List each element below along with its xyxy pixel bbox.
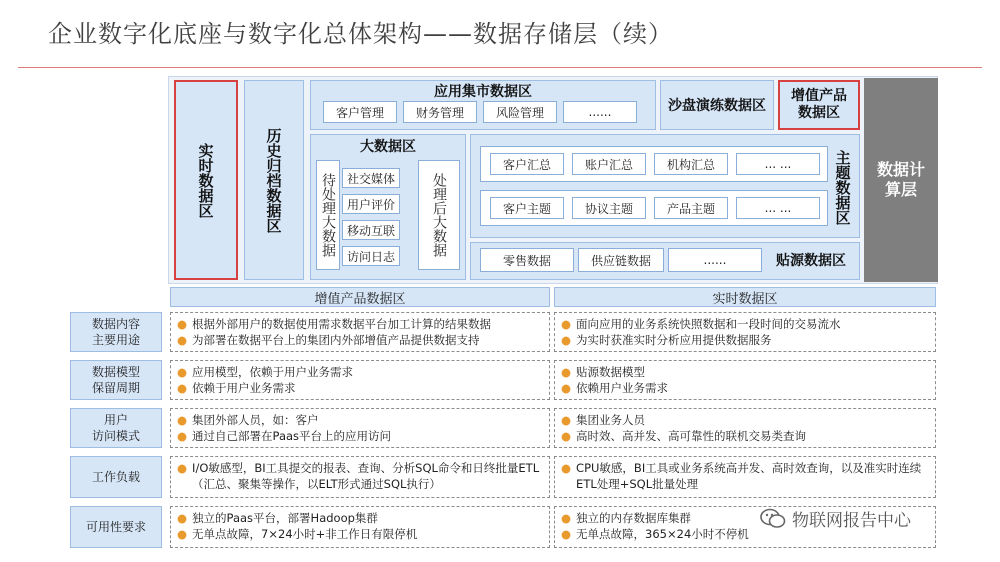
cell-text: 无单点故障，7×24小时+非工作日有限停机 bbox=[192, 527, 418, 541]
cell-text: 依赖于用户业务需求 bbox=[192, 381, 296, 395]
table-cell-right: ● 独立的内存数据库集群 ● 无单点故障，365×24小时不停机 bbox=[554, 506, 936, 548]
realtime-zone bbox=[174, 80, 238, 280]
subject-item: 机构汇总 bbox=[654, 153, 728, 175]
app-mart-title: 应用集市数据区 bbox=[434, 84, 532, 100]
history-zone bbox=[244, 80, 304, 280]
source-item: 零售数据 bbox=[480, 248, 574, 272]
cell-text: I/O敏感型，BI工具提交的报表、查询、分析SQL命令和日终批量ETL（汇总、聚集等操作，以ELT形式通过SQL执行） bbox=[192, 461, 540, 491]
app-mart-item: ...... bbox=[563, 101, 637, 123]
table-col-header-realtime: 实时数据区 bbox=[554, 287, 936, 307]
table-row-label: 数据模型 保留周期 bbox=[70, 360, 162, 400]
cell-text: 无单点故障，365×24小时不停机 bbox=[576, 527, 749, 541]
table-cell-right: ● 集团业务人员 ● 高时效、高并发、高可靠性的联机交易类查询 bbox=[554, 408, 936, 448]
app-mart-item: 客户管理 bbox=[323, 101, 397, 123]
cell-text: 集团外部人员，如：客户 bbox=[192, 413, 319, 427]
table-row-label: 工作负载 bbox=[70, 456, 162, 498]
subject-item: 协议主题 bbox=[572, 197, 646, 219]
watermark bbox=[760, 506, 911, 531]
table-row-label: 数据内容 主要用途 bbox=[70, 312, 162, 352]
cell-text: CPU敏感，BI工具或业务系统高并发、高时效查询，以及准实时连续ETL处理+SQL批量处理 bbox=[576, 461, 922, 491]
table-col-header-value-added: 增值产品数据区 bbox=[170, 287, 550, 307]
cell-text: 为实时获准实时分析应用提供数据服务 bbox=[576, 333, 772, 347]
realtime-zone-label: 实时数据区 bbox=[196, 142, 215, 218]
big-data-item: 访问日志 bbox=[342, 246, 400, 266]
title-divider bbox=[18, 67, 982, 68]
table-row-label: 可用性要求 bbox=[70, 506, 162, 548]
sandbox-zone: 沙盘演练数据区 bbox=[660, 80, 774, 130]
table-cell-right: ● CPU敏感，BI工具或业务系统高并发、高时效查询，以及准实时连续ETL处理+SQL批量处理 bbox=[554, 456, 936, 498]
subject-item: 客户汇总 bbox=[490, 153, 564, 175]
big-data-processed bbox=[418, 160, 460, 270]
subject-item: 账户汇总 bbox=[572, 153, 646, 175]
big-data-item: 社交媒体 bbox=[342, 168, 400, 188]
big-data-title: 大数据区 bbox=[360, 139, 416, 155]
history-zone-label: 历史归档数据区 bbox=[264, 127, 283, 233]
table-cell-right: ● 面向应用的业务系统快照数据和一段时间的交易流水 ● 为实时获准实时分析应用提供数据服务 bbox=[554, 312, 936, 352]
cell-text: 独立的内存数据库集群 bbox=[576, 511, 692, 525]
app-mart-item: 财务管理 bbox=[403, 101, 477, 123]
wechat-icon bbox=[760, 508, 786, 530]
big-data-pending-label: 待处理大数据 bbox=[320, 173, 336, 257]
big-data-item: 移动互联 bbox=[342, 220, 400, 240]
table-row-label: 用户 访问模式 bbox=[70, 408, 162, 448]
cell-text: 独立的Paas平台，部署Hadoop集群 bbox=[192, 511, 378, 525]
cell-text: 应用模型，依赖于用户业务需求 bbox=[192, 365, 354, 379]
app-mart-zone bbox=[310, 80, 656, 130]
table-cell-left: ● 集团外部人员，如：客户 ● 通过自己部署在Paas平台上的应用访问 bbox=[170, 408, 550, 448]
table-cell-left: ● 独立的Paas平台，部署Hadoop集群 ● 无单点故障，7×24小时+非工作日有限停机 bbox=[170, 506, 550, 548]
source-item: ...... bbox=[668, 248, 762, 272]
watermark-text: 物联网报告中心 bbox=[792, 511, 911, 531]
value-added-zone: 增值产品数据区 bbox=[778, 80, 860, 130]
subject-item: 客户主题 bbox=[490, 197, 564, 219]
big-data-item: 用户评价 bbox=[342, 194, 400, 214]
cell-text: 通过自己部署在Paas平台上的应用访问 bbox=[192, 429, 392, 443]
cell-text: 集团业务人员 bbox=[576, 413, 646, 427]
cell-text: 依赖用户业务需求 bbox=[576, 381, 669, 395]
compute-layer-label: 数据计算层 bbox=[876, 160, 925, 199]
page-title: 企业数字化底座与数字化总体架构——数据存储层（续） bbox=[48, 20, 673, 48]
cell-text: 贴源数据模型 bbox=[576, 365, 646, 379]
compute-layer bbox=[864, 78, 938, 282]
subject-item: 产品主题 bbox=[654, 197, 728, 219]
source-zone-label: 贴源数据区 bbox=[776, 253, 846, 269]
table-cell-left: ● 应用模型，依赖于用户业务需求 ● 依赖于用户业务需求 bbox=[170, 360, 550, 400]
subject-item: ... ... bbox=[736, 153, 820, 175]
app-mart-item: 风险管理 bbox=[483, 101, 557, 123]
big-data-processed-label: 处理后大数据 bbox=[431, 173, 447, 257]
cell-text: 面向应用的业务系统快照数据和一段时间的交易流水 bbox=[576, 317, 841, 331]
table-cell-left: ● I/O敏感型，BI工具提交的报表、查询、分析SQL命令和日终批量ETL（汇总、聚集等操作，以ELT形式通过SQL执行） bbox=[170, 456, 550, 498]
table-cell-right: ● 贴源数据模型 ● 依赖用户业务需求 bbox=[554, 360, 936, 400]
source-item: 供应链数据 bbox=[578, 248, 664, 272]
subject-item: ... ... bbox=[736, 197, 820, 219]
big-data-pending bbox=[316, 160, 340, 270]
table-cell-left: ● 根据外部用户的数据使用需求数据平台加工计算的结果数据 ● 为部署在数据平台上的集团内外部增值产品提供数据支持 bbox=[170, 312, 550, 352]
cell-text: 高时效、高并发、高可靠性的联机交易类查询 bbox=[576, 429, 807, 443]
cell-text: 为部署在数据平台上的集团内外部增值产品提供数据支持 bbox=[192, 333, 480, 347]
subject-zone-label: 主题数据区 bbox=[833, 149, 852, 225]
cell-text: 根据外部用户的数据使用需求数据平台加工计算的结果数据 bbox=[192, 317, 492, 331]
